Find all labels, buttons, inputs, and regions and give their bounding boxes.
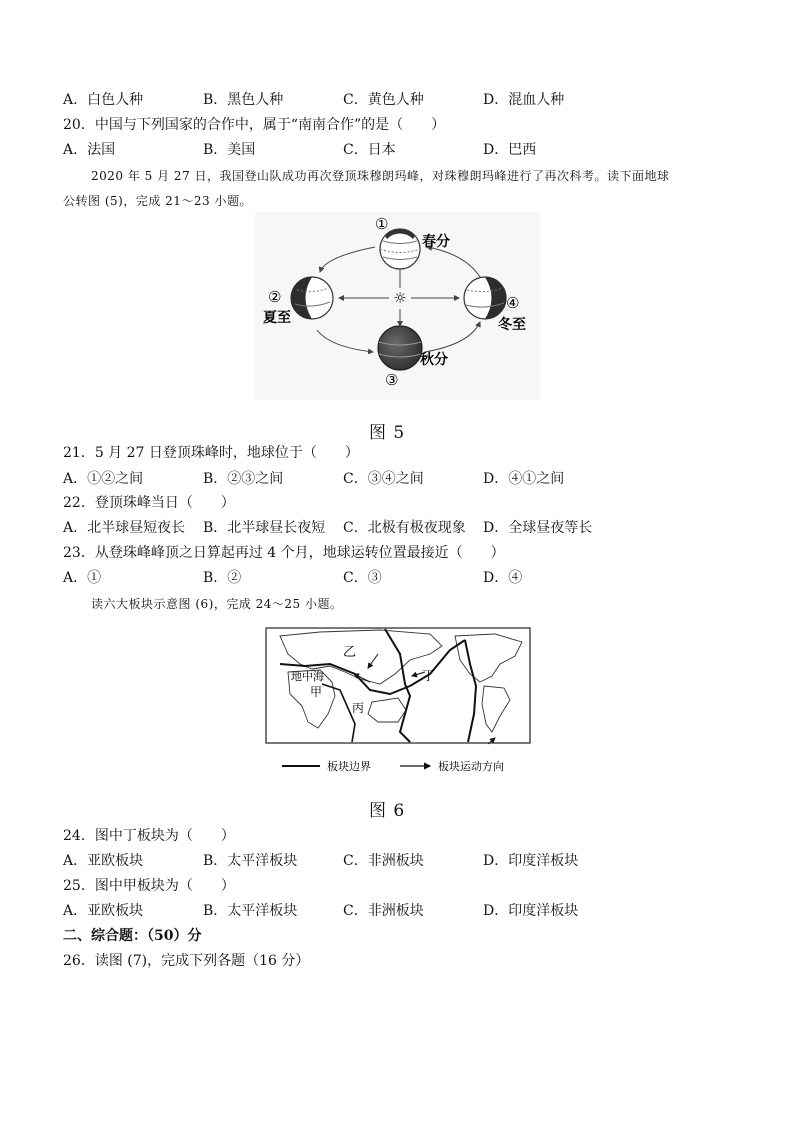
q19-option-a: A．白色人种 — [63, 92, 144, 108]
legend-boundary-label: 板块边界 — [327, 760, 371, 773]
q21-stem: 21．5 月 27 日登顶珠峰时，地球位于（ ） — [63, 445, 359, 461]
earth-globe-spring — [380, 229, 420, 269]
q23-option-d: D．④ — [483, 570, 523, 586]
label-number-3: ③ — [385, 371, 399, 389]
q25-option-b: B．太平洋板块 — [203, 903, 298, 919]
q24-option-c: C．非洲板块 — [343, 853, 424, 869]
q20-option-d: D．巴西 — [483, 142, 537, 158]
legend-direction-label: 板块运动方向 — [438, 760, 504, 773]
earth-globe-winter — [464, 277, 507, 319]
q23-option-c: C．③ — [343, 570, 382, 586]
q23-option-a: A．① — [63, 570, 102, 586]
q24-option-b: B．太平洋板块 — [203, 853, 298, 869]
q24-stem: 24．图中丁板块为（ ） — [63, 828, 235, 844]
q19-option-d: D．混血人种 — [483, 92, 565, 108]
q24-option-d: D．印度洋板块 — [483, 853, 579, 869]
q26-stem: 26．读图 (7)，完成下列各题（16 分） — [63, 953, 310, 969]
figure-5-caption: 图 5 — [369, 423, 406, 443]
q19-option-c: C．黄色人种 — [343, 92, 424, 108]
q22-stem: 22．登顶珠峰当日（ ） — [63, 495, 235, 511]
intro-paragraph-1-cont: 公转图 (5)，完成 21～23 小题。 — [63, 194, 252, 208]
earth-globe-autumn — [378, 326, 422, 370]
q22-option-c: C．北极有极夜现象 — [343, 520, 466, 536]
q20-stem: 20．中国与下列国家的合作中，属于“南南合作”的是（ ） — [63, 117, 446, 133]
intro-paragraph-2: 读六大板块示意图 (6)，完成 24～25 小题。 — [91, 597, 343, 611]
label-number-2: ② — [268, 288, 282, 306]
q24-option-a: A．亚欧板块 — [63, 853, 144, 869]
figure-6-caption: 图 6 — [369, 801, 406, 821]
q23-stem: 23．从登珠峰峰顶之日算起再过 4 个月，地球运转位置最接近（ ） — [63, 545, 505, 561]
label-summer-solstice: 夏至 — [263, 310, 291, 326]
q25-option-d: D．印度洋板块 — [483, 903, 579, 919]
q21-option-c: C．③④之间 — [343, 471, 424, 487]
sun-icon: ☼ — [393, 289, 407, 307]
q25-option-a: A．亚欧板块 — [63, 903, 144, 919]
q20-option-c: C．日本 — [343, 142, 396, 158]
q20-option-a: A．法国 — [63, 142, 116, 158]
label-plate-ding: 丁 — [422, 669, 436, 684]
label-number-1: ① — [375, 215, 389, 233]
map-frame — [266, 628, 530, 743]
label-plate-yi: 乙 — [343, 645, 357, 660]
section-2-heading: 二、综合题：（50）分 — [63, 928, 202, 944]
figure-6-plates-map — [260, 624, 535, 774]
earth-globe-summer — [291, 277, 333, 319]
label-winter-solstice: 冬至 — [498, 317, 526, 333]
q22-option-d: D．全球昼夜等长 — [483, 520, 593, 536]
q21-option-d: D．④①之间 — [483, 471, 565, 487]
q19-option-b: B．黑色人种 — [203, 92, 284, 108]
label-number-4: ④ — [506, 294, 520, 312]
q20-option-b: B．美国 — [203, 142, 256, 158]
q25-stem: 25．图中甲板块为（ ） — [63, 878, 235, 894]
intro-paragraph-1: 2020 年 5 月 27 日，我国登山队成功再次登顶珠穆朗玛峰，对珠穆朗玛峰进行了再次科考。读下面地球 — [91, 169, 670, 183]
q22-option-b: B．北半球昼长夜短 — [203, 520, 326, 536]
label-autumn-equinox: 秋分 — [420, 352, 448, 368]
q21-option-b: B．②③之间 — [203, 471, 284, 487]
q21-option-a: A．①②之间 — [63, 471, 144, 487]
label-spring-equinox: 春分 — [422, 234, 450, 250]
figure-5-orbit-diagram — [255, 212, 540, 400]
label-mediterranean: 地中海 — [291, 670, 324, 683]
q23-option-b: B．② — [203, 570, 242, 586]
label-plate-bing: 丙 — [352, 701, 365, 715]
q25-option-c: C．非洲板块 — [343, 903, 424, 919]
q22-option-a: A．北半球昼短夜长 — [63, 520, 186, 536]
label-plate-jia: 甲 — [310, 685, 323, 699]
